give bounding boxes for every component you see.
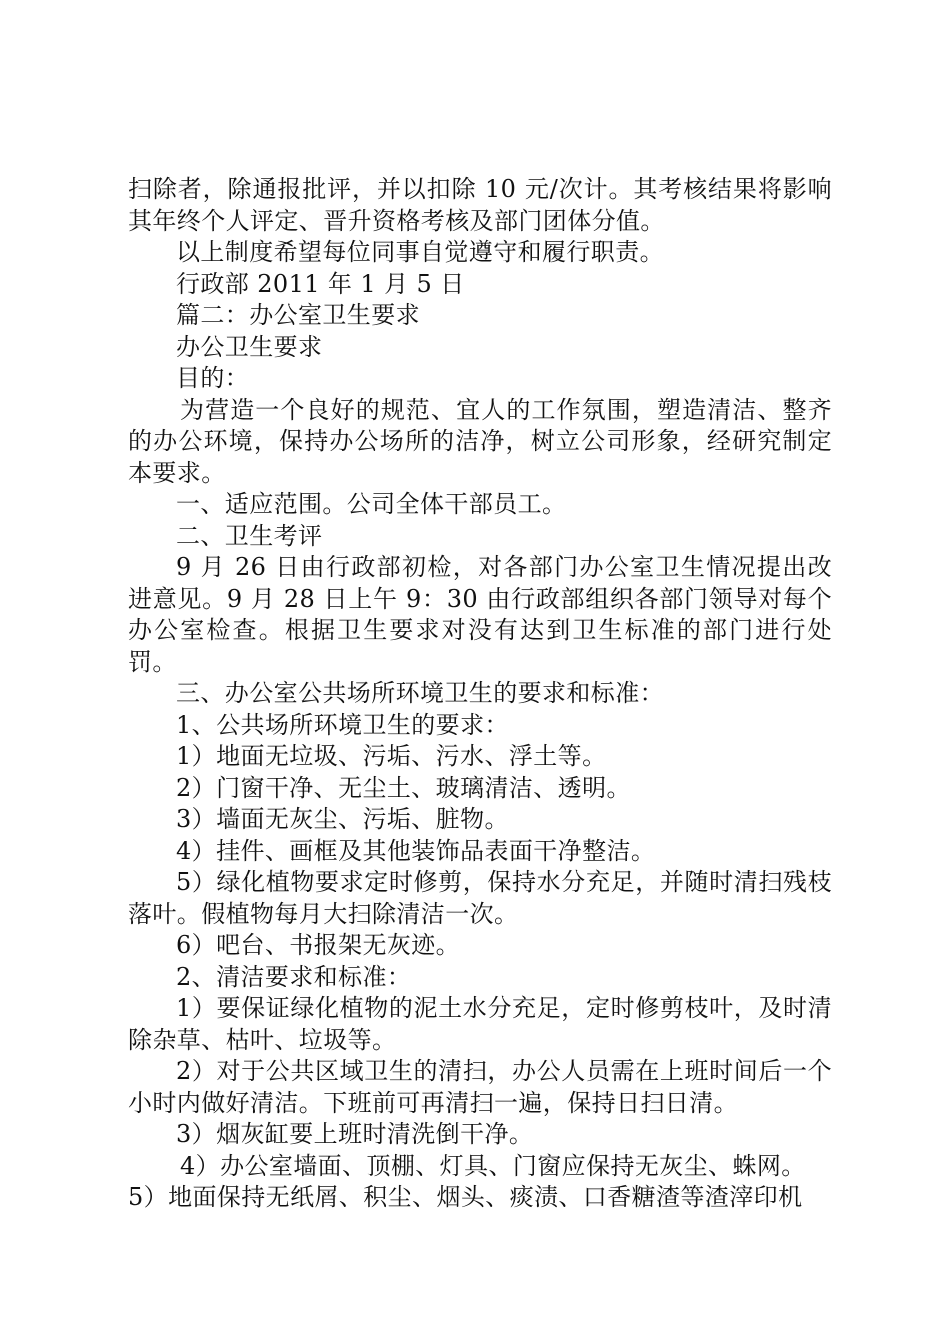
list-item: 2）门窗干净、无尘土、玻璃清洁、透明。	[176, 773, 631, 802]
heading-evaluation: 二、卫生考评	[176, 521, 323, 550]
paragraph-closing-note: 以上制度希望每位同事自觉遵守和履行职责。	[176, 238, 664, 266]
subheading-cleaning-standards: 2、清洁要求和标准：	[176, 962, 412, 991]
section-heading-part-two: 篇二：办公室卫生要求	[176, 301, 420, 329]
document-body	[128, 174, 832, 1214]
paragraph-evaluation: 9 月 26 日由行政部初检，对各部门办公室卫生情况提出改进意见。9 月 28 日上午 9：30 由行政部组织各部门领导对每个办公室检查。根据卫生要求对没有达到卫生标准的部门进行处罚。	[128, 553, 832, 676]
heading-scope: 一、适应范围。公司全体干部员工。	[176, 490, 567, 518]
subheading-public-requirements: 1、公共场所环境卫生的要求：	[176, 710, 509, 739]
list-item: 4）办公室墙面、顶棚、灯具、门窗应保持无灰尘、蛛网。	[180, 1151, 806, 1180]
document-subtitle: 办公卫生要求	[176, 332, 323, 361]
list-item: 5）地面保持无纸屑、积尘、烟头、痰渍、口香糖渣等渣滓印机	[128, 1183, 803, 1211]
list-item: 5）绿化植物要求定时修剪，保持水分充足，并随时清扫残枝落叶。假植物每月大扫除清洁一次。	[128, 868, 832, 928]
paragraph-signature-date: 行政部 2011 年 1 月 5 日	[176, 269, 465, 298]
list-item: 2）对于公共区域卫生的清扫，办公人员需在上班时间后一个小时内做好清洁。下班前可再清扫一遍，保持日扫日清。	[128, 1057, 832, 1117]
list-item: 6）吧台、书报架无灰迹。	[176, 931, 461, 959]
list-item: 1）要保证绿化植物的泥土水分充足，定时修剪枝叶，及时清除杂草、枯叶、垃圾等。	[128, 994, 832, 1054]
list-item: 4）挂件、画框及其他装饰品表面干净整洁。	[176, 836, 656, 865]
list-item: 3）烟灰缸要上班时清洗倒干净。	[176, 1120, 534, 1148]
heading-public-areas: 三、办公室公共场所环境卫生的要求和标准：	[176, 679, 664, 707]
list-item: 3）墙面无灰尘、污垢、脏物。	[176, 805, 509, 833]
list-item: 1）地面无垃圾、污垢、污水、浮土等。	[176, 742, 607, 770]
heading-purpose: 目的：	[176, 364, 250, 392]
paragraph-continuation: 扫除者，除通报批评，并以扣除 10 元/次计。其考核结果将影响其年终个人评定、晋升资格考核及部门团体分值。	[128, 175, 832, 235]
paragraph-purpose: 为营造一个良好的规范、宜人的工作氛围，塑造清洁、整齐的办公环境，保持办公场所的洁净，树立公司形象，经研究制定本要求。	[128, 395, 832, 487]
